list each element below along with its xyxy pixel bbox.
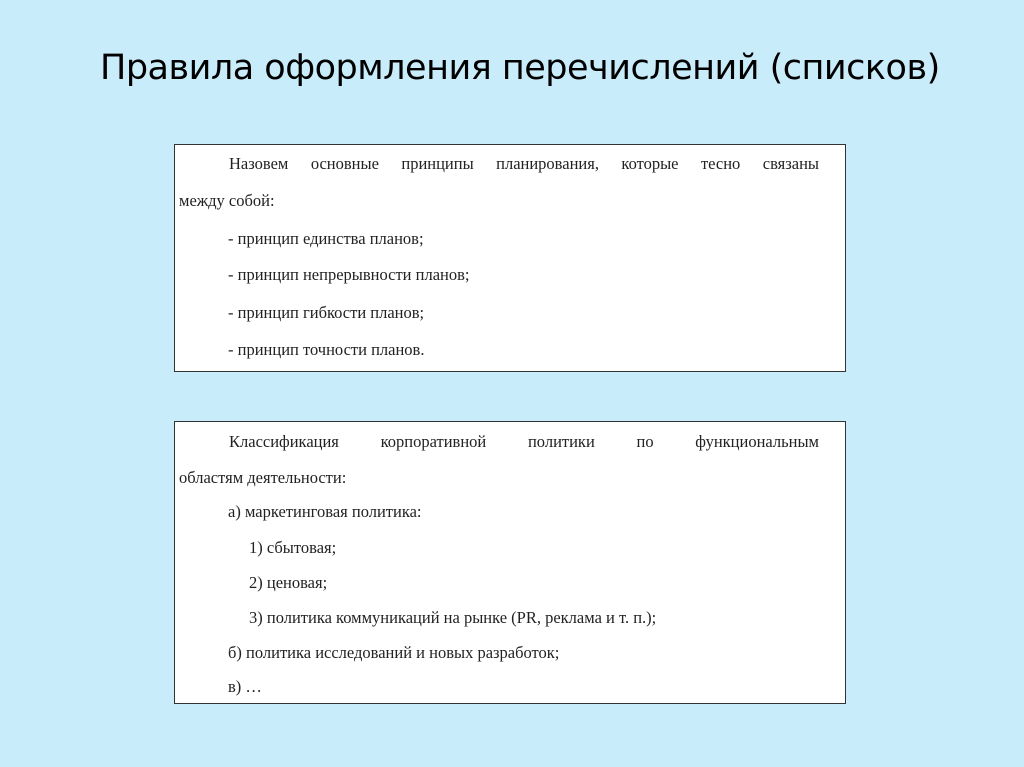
sub-list-item: 1) сбытовая; [249, 538, 337, 557]
intro-first-line [229, 432, 819, 452]
intro-word: политики [527, 432, 595, 451]
intro-word: Назовем [229, 154, 289, 173]
slide-title: Правила оформления перечислений (списков) [100, 48, 940, 88]
intro-word: функциональным [695, 432, 819, 451]
sub-list-item: 3) политика коммуникаций на рынке (PR, реклама и т. п.); [249, 608, 657, 627]
intro-second-line: между собой: [179, 191, 275, 210]
intro-second-line: областям деятельности: [179, 468, 347, 487]
intro-word: по [636, 432, 654, 451]
list-item-c: в) … [228, 677, 262, 696]
intro-word: корпоративной [380, 432, 487, 451]
list-item: - принцип гибкости планов; [228, 303, 425, 322]
intro-word: которые [621, 154, 679, 173]
intro-word: основные [310, 154, 379, 173]
example-box-planning-principles [174, 144, 846, 372]
list-item: - принцип непрерывности планов; [228, 265, 470, 284]
intro-word: планирования, [496, 154, 599, 173]
list-item: - принцип точности планов. [228, 340, 425, 359]
intro-word: связаны [762, 154, 819, 173]
sub-list-item: 2) ценовая; [249, 573, 328, 592]
intro-word: Классификация [229, 432, 339, 451]
list-item: - принцип единства планов; [228, 229, 424, 248]
example-box-policy-classification [174, 421, 846, 704]
list-item-a: а) маркетинговая политика: [228, 502, 422, 521]
intro-first-line [229, 154, 819, 174]
intro-word: тесно [700, 154, 741, 173]
intro-word: принципы [401, 154, 474, 173]
list-item-b: б) политика исследований и новых разработок; [228, 643, 560, 662]
